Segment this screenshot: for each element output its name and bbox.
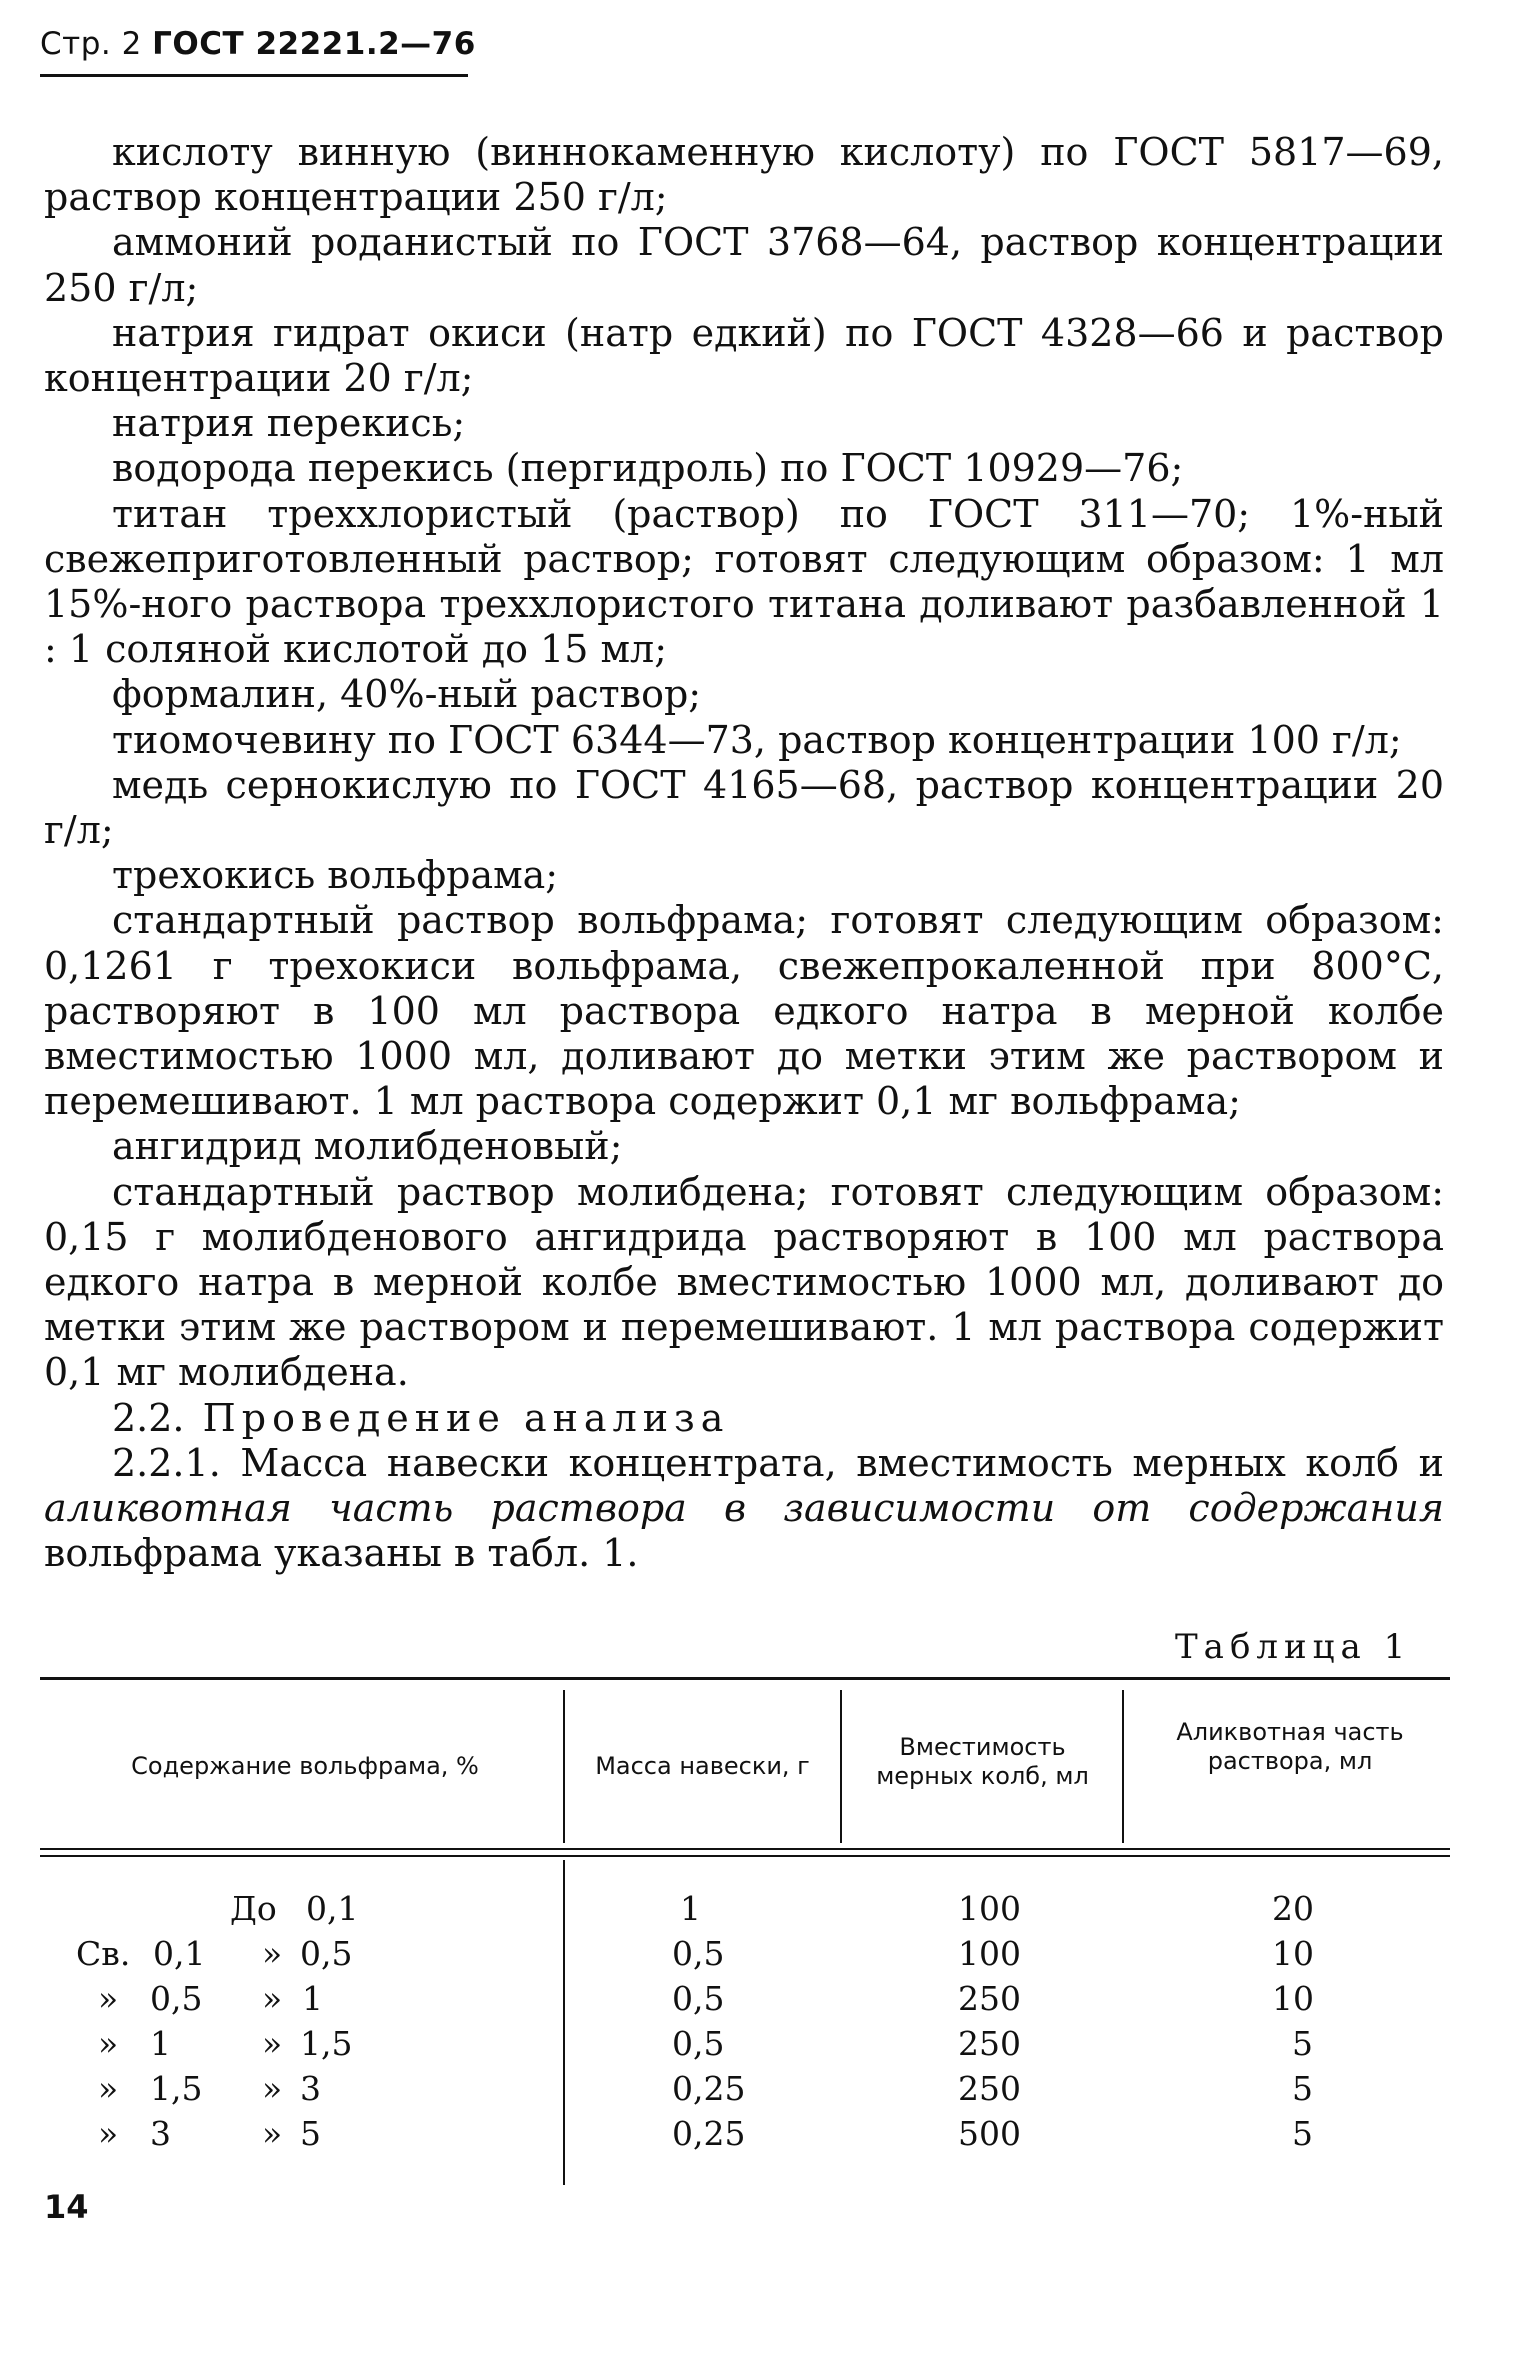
paragraph: кислоту винную (виннокаменную кислоту) по ГОСТ 5817—69, раствор концентрации 250 г/л; bbox=[44, 130, 1444, 220]
row-range-from: 1 bbox=[150, 2024, 171, 2063]
header-prefix: Стр. 2 bbox=[40, 26, 142, 62]
table-caption: Таблица 1 bbox=[1175, 1627, 1412, 1667]
row-range-to: 0,1 bbox=[306, 1889, 359, 1928]
row-mass: 0,5 bbox=[672, 1979, 725, 2018]
row-range-from: 1,5 bbox=[150, 2069, 203, 2108]
subsection-text: Масса навески концентрата, вместимость мерных колб и bbox=[240, 1440, 1444, 1485]
header-underline bbox=[40, 74, 468, 77]
row-aliquot: 20 bbox=[1272, 1889, 1314, 1928]
table-header-sample-mass: Масса навески, г bbox=[595, 1752, 810, 1780]
page-number: 14 bbox=[44, 2188, 89, 2226]
row-aliquot: 10 bbox=[1272, 1934, 1314, 1973]
paragraph: формалин, 40%-ный раствор; bbox=[112, 672, 702, 717]
table-col-divider bbox=[840, 1690, 842, 1843]
row-ditto-mark: » bbox=[262, 1979, 283, 2018]
row-volume: 250 bbox=[958, 2024, 1021, 2063]
row-ditto-mark: » bbox=[262, 2024, 283, 2063]
row-volume: 250 bbox=[958, 2069, 1021, 2108]
row-range-to: 1,5 bbox=[300, 2024, 353, 2063]
paragraph: водорода перекись (пергидроль) по ГОСТ 10929—76; bbox=[112, 446, 1184, 491]
row-ditto-mark: » bbox=[262, 2069, 283, 2108]
table-top-rule bbox=[40, 1677, 1450, 1680]
row-ditto-mark: » bbox=[262, 2114, 283, 2153]
paragraph: тиомочевину по ГОСТ 6344—73, раствор концентрации 100 г/л; bbox=[112, 717, 1402, 762]
table-header-rule-2 bbox=[40, 1855, 1450, 1857]
paragraph: трехокись вольфрама; bbox=[112, 853, 559, 898]
table-col-divider bbox=[563, 1690, 565, 1843]
section-number: 2.2. bbox=[112, 1395, 185, 1440]
row-ditto-mark: » bbox=[262, 1934, 283, 1973]
row-volume: 250 bbox=[958, 1979, 1021, 2018]
row-volume: 100 bbox=[958, 1889, 1021, 1928]
paragraph: титан треххлористый (раствор) по ГОСТ 311—70; 1%-ный свежеприготовленный раствор; готовят следующим образом: 1 мл 15%-ного раствора треххлористого титана доливают разбавленной 1 : 1 соляной кислотой до 15 мл; bbox=[44, 491, 1444, 672]
row-prefix: » bbox=[98, 2114, 119, 2153]
page-header bbox=[40, 26, 476, 62]
paragraph: натрия гидрат окиси (натр едкий) по ГОСТ 4328—66 и раствор концентрации 20 г/л; bbox=[44, 310, 1444, 401]
row-mass: 0,5 bbox=[672, 1934, 725, 1973]
subsection-italic-text: аликвотная часть раствора в зависимости от содержания bbox=[44, 1486, 1444, 1531]
header-standard-code: ГОСТ 22221.2—76 bbox=[152, 26, 476, 62]
table-header-aliquot: Аликвотная часть раствора, мл bbox=[1176, 1718, 1404, 1775]
row-range-from: 0,5 bbox=[150, 1979, 203, 2018]
row-mass: 1 bbox=[680, 1889, 701, 1928]
row-mass: 0,5 bbox=[672, 2024, 725, 2063]
row-range-from: 0,1 bbox=[153, 1934, 206, 1973]
paragraph: медь сернокислую по ГОСТ 4165—68, раствор концентрации 20 г/л; bbox=[44, 762, 1444, 853]
row-prefix: Св. bbox=[76, 1934, 131, 1973]
table-col-divider bbox=[1122, 1690, 1124, 1843]
row-aliquot: 5 bbox=[1292, 2024, 1313, 2063]
section-heading bbox=[44, 1396, 1444, 1441]
subsection-text-end: вольфрама указаны в табл. 1. bbox=[44, 1531, 639, 1576]
paragraph: стандартный раствор молибдена; готовят следующим образом: 0,15 г молибденового ангидрида растворяют в 100 мл раствора едкого натра в мерной колбе вместимостью 1000 мл, доливают до метки этим же раствором и перемешивают. 1 мл раствора содержит 0,1 мг молибдена. bbox=[44, 1169, 1444, 1395]
row-mass: 0,25 bbox=[672, 2114, 746, 2153]
row-range-to: 1 bbox=[302, 1979, 323, 2018]
row-volume: 500 bbox=[958, 2114, 1021, 2153]
row-aliquot: 5 bbox=[1292, 2114, 1313, 2153]
row-prefix: » bbox=[98, 2069, 119, 2108]
row-aliquot: 5 bbox=[1292, 2069, 1313, 2108]
row-range-to: 0,5 bbox=[300, 1934, 353, 1973]
subsection-paragraph bbox=[44, 1441, 1444, 1577]
subsection-number: 2.2.1. bbox=[112, 1440, 221, 1485]
row-prefix: » bbox=[98, 1979, 119, 2018]
table-header-tungsten-content: Содержание вольфрама, % bbox=[131, 1752, 479, 1780]
table-header-rule-1 bbox=[40, 1848, 1450, 1850]
table-col-divider bbox=[563, 1860, 565, 2185]
row-range-to: 5 bbox=[300, 2114, 321, 2153]
row-range-from: 3 bbox=[150, 2114, 171, 2153]
row-mass: 0,25 bbox=[672, 2069, 746, 2108]
row-range-from: До bbox=[230, 1889, 277, 1928]
section-title: Проведение анализа bbox=[202, 1395, 730, 1440]
row-range-to: 3 bbox=[300, 2069, 321, 2108]
row-aliquot: 10 bbox=[1272, 1979, 1314, 2018]
paragraph: аммоний роданистый по ГОСТ 3768—64, раствор концентрации 250 г/л; bbox=[44, 220, 1444, 310]
paragraph: ангидрид молибденовый; bbox=[112, 1124, 623, 1169]
paragraph: стандартный раствор вольфрама; готовят следующим образом: 0,1261 г трехокиси вольфрама, свежепрокаленной при 800°С, растворяют в 100 мл раствора едкого натра в мерной колбе вместимостью 1000 мл, доливают до метки этим же раствором и перемешивают. 1 мл раствора содержит 0,1 мг вольфрама; bbox=[44, 898, 1444, 1124]
document-body bbox=[44, 130, 1444, 1577]
paragraph: натрия перекись; bbox=[112, 401, 466, 446]
row-prefix: » bbox=[98, 2024, 119, 2063]
table-header-flask-volume: Вместимость мерных колб, мл bbox=[876, 1733, 1089, 1790]
row-volume: 100 bbox=[958, 1934, 1021, 1973]
